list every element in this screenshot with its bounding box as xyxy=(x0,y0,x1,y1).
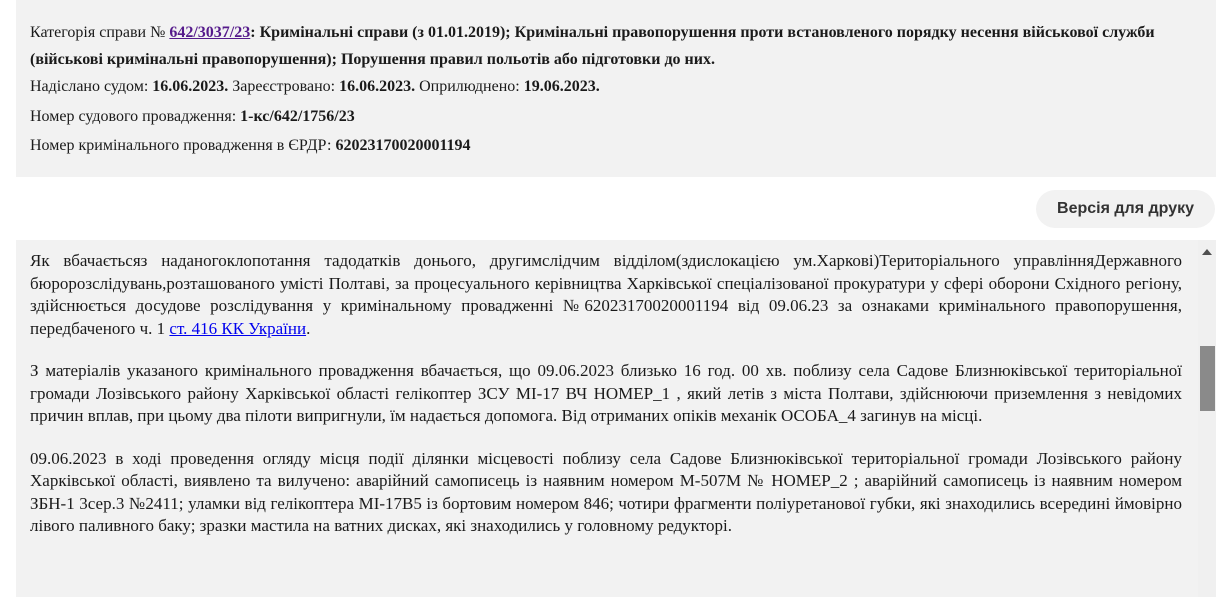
erdr-label: Номер кримінального провадження в ЄРДР: xyxy=(30,137,336,154)
erdr-number: 62023170020001194 xyxy=(335,137,471,154)
article-link[interactable]: ст. 416 КК України xyxy=(169,318,307,338)
paragraph-1-text: Як вбачаєтьсяз наданогоклопотання тадодатків донього, другимслідчим відділом(здислокацією ум.Харкові)Територіального управлінняДержавного бюророзслідувань,розташованого умісті Полтаві, за процесуального керівництва Харківської спеціалізованої прокуратури у сфері оборони Східного регіону, здійснюється досудове розслідування у кримінальному провадженні №62023170020001194 від 09.06.23 за ознаками кримінального правопорушення, передбаченого ч. 1 xyxy=(30,251,1182,338)
case-dates xyxy=(30,73,1202,101)
category-label: Категорія справи № xyxy=(30,24,170,41)
scroll-up-arrow-icon[interactable] xyxy=(1202,249,1212,255)
scrollbar-thumb[interactable] xyxy=(1200,346,1215,411)
case-number-link[interactable]: 642/3037/23 xyxy=(169,24,251,41)
sent-date: 16.06.2023. xyxy=(152,78,229,95)
registered-label: Зареєстровано: xyxy=(228,78,340,95)
paragraph-1 xyxy=(30,250,1182,340)
category-text: : Кримінальні справи (з 01.01.2019); Кримінальні правопорушення проти встановленого порядку несення військової служби (військові кримінальні правопорушення); Порушення правил польотів або підготовки до них. xyxy=(30,24,1155,68)
paragraph-1-end: . xyxy=(306,318,311,338)
case-info-panel xyxy=(16,0,1216,177)
registered-date: 16.06.2023. xyxy=(339,78,416,95)
proceeding-label: Номер судового провадження: xyxy=(30,108,241,125)
document-scrollbar[interactable] xyxy=(1198,240,1216,597)
proceeding-number-row xyxy=(30,103,1202,131)
erdr-number-row xyxy=(30,132,1202,160)
sent-label: Надіслано судом: xyxy=(30,78,153,95)
document-viewer xyxy=(16,240,1216,597)
paragraph-3: 09.06.2023 в ході проведення огляду місця події ділянки місцевості поблизу села Садове Близнюківської територіальної громади Лозівського району Харківської області, виявлено та вилучено: аварійний самописець із наявним номером М-507М № НОМЕР_2 ; аварійний самописець із наявним номером ЗБН-1 3сер.3 №2411; уламки від гелікоптера МІ-17В5 із бортовим номером 846; чотири фрагменти поліуретанової губки, які знаходились всередині ймовірно лівого паливного баку; зразки мастила на ватних дисках, які знаходились у головному редукторі. xyxy=(30,448,1182,535)
proceeding-number: 1-кс/642/1756/23 xyxy=(240,108,355,125)
document-text xyxy=(30,250,1182,558)
published-date: 19.06.2023. xyxy=(523,78,600,95)
case-category xyxy=(30,19,1202,73)
published-label: Оприлюднено: xyxy=(415,78,524,95)
paragraph-2: З матеріалів указаного кримінального провадження вбачається, що 09.06.2023 близько 16 год. 00 хв. поблизу села Садове Близнюківської територіальної громади Лозівського району Харківської області гелікоптер ЗСУ МІ-17 ВЧ НОМЕР_1 , який летів з міста Полтави, здійснюючи приземлення з невідомих причин вплав, при цьому два пілоти випригнули, їм надається допомога. Від отриманих опіків механік ОСОБА_4 загинув на місці. xyxy=(30,361,1182,425)
print-version-button[interactable]: Версія для друку xyxy=(1036,190,1215,228)
